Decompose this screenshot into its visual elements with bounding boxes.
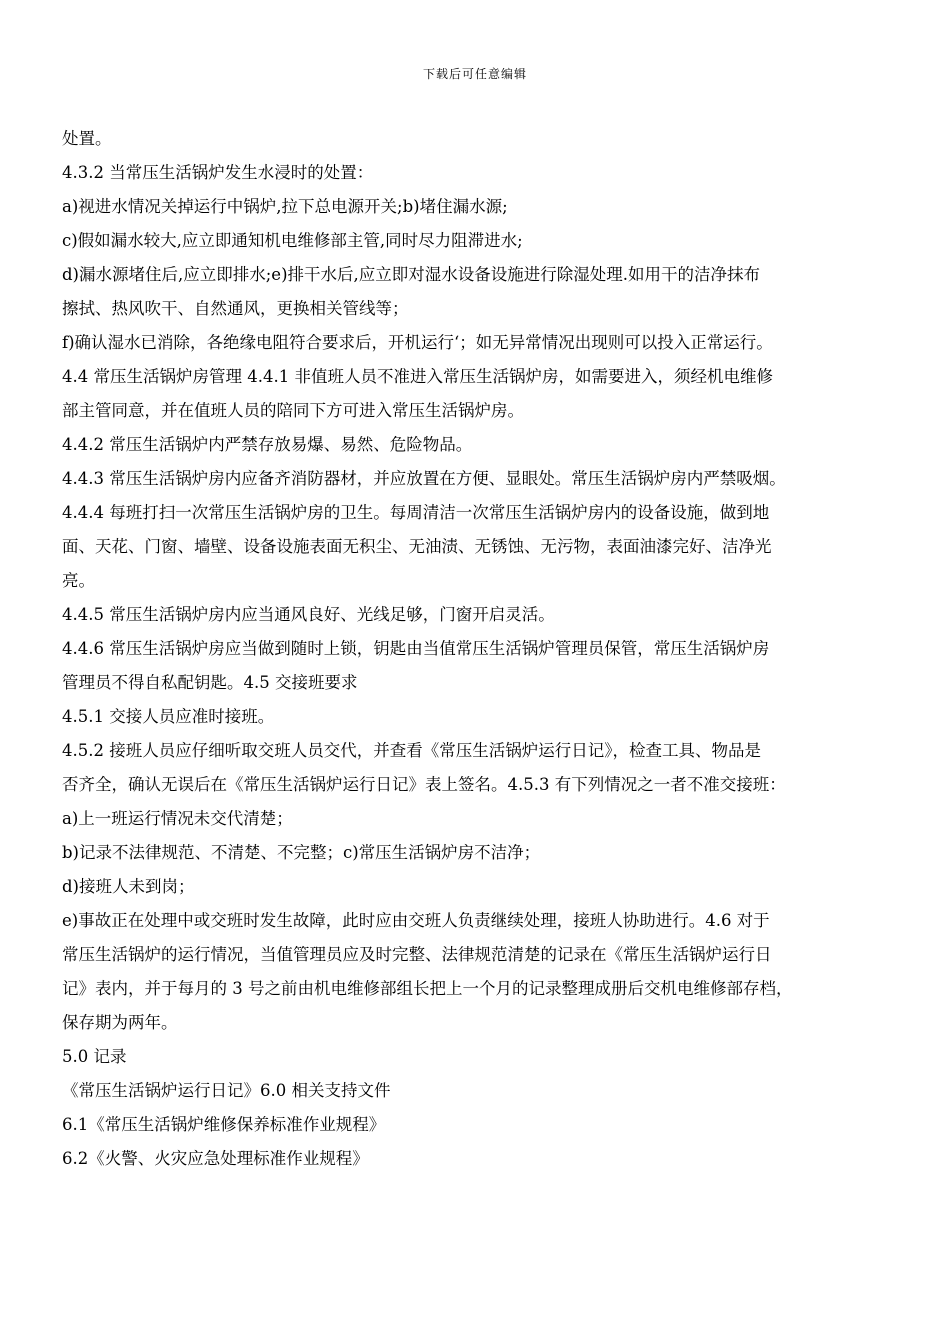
text-line: 管理员不得自私配钥匙。4.5 交接班要求 (62, 673, 358, 692)
page-header: 下载后可任意编辑 (422, 67, 527, 81)
text-line: a)视进水情况关掉运行中锅炉,拉下总电源开关;b)堵住漏水源; (62, 197, 508, 216)
text-line: b)记录不法律规范、不清楚、不完整；c)常压生活锅炉房不洁净； (62, 843, 541, 862)
text-line: 常压生活锅炉的运行情况，当值管理员应及时完整、法律规范清楚的记录在《常压生活锅炉运行日 (62, 945, 772, 964)
text-line: d)漏水源堵住后,应立即排水;e)排干水后,应立即对湿水设备设施进行除湿处理.如用干的洁净抹布 (62, 265, 760, 284)
text-line: 4.4 常压生活锅炉房管理 4.4.1 非值班人员不准进入常压生活锅炉房，如需要进入，须经机电维修 (62, 367, 773, 386)
text-line: 6.1《常压生活锅炉维修保养标准作业规程》 (62, 1115, 386, 1134)
text-line: 记》表内，并于每月的 3 号之前由机电维修部组长把上一个月的记录整理成册后交机电维修部存档， (62, 979, 793, 998)
text-line: 亮。 (62, 571, 95, 590)
text-line: c)假如漏水较大,应立即通知机电维修部主管,同时尽力阻滞进水; (62, 231, 523, 250)
text-line: a)上一班运行情况未交代清楚； (62, 809, 293, 828)
text-line: d)接班人未到岗； (62, 877, 195, 896)
text-line: 4.4.4 每班打扫一次常压生活锅炉房的卫生。每周清洁一次常压生活锅炉房内的设备设施，做到地 (62, 503, 770, 522)
text-line: 4.4.6 常压生活锅炉房应当做到随时上锁，钥匙由当值常压生活锅炉管理员保管，常压生活锅炉房 (62, 639, 770, 658)
text-line: 《常压生活锅炉运行日记》6.0 相关支持文件 (62, 1081, 391, 1100)
document-body (62, 122, 898, 1176)
text-line: 5.0 记录 (62, 1047, 127, 1066)
text-line: 4.5.1 交接人员应准时接班。 (62, 707, 275, 726)
text-line: e)事故正在处理中或交班时发生故障，此时应由交班人负责继续处理，接班人协助进行。4.6 对于 (62, 911, 770, 930)
text-line: 擦拭、热风吹干、自然通风，更换相关管线等； (62, 299, 409, 318)
text-line: 6.2《火警、火灾应急处理标准作业规程》 (62, 1149, 369, 1168)
text-line: 保存期为两年。 (62, 1013, 178, 1032)
text-line: 4.4.2 常压生活锅炉内严禁存放易爆、易然、危险物品。 (62, 435, 473, 454)
text-line: 4.4.5 常压生活锅炉房内应当通风良好、光线足够，门窗开启灵活。 (62, 605, 555, 624)
text-line: 4.4.3 常压生活锅炉房内应备齐消防器材，并应放置在方便、显眼处。常压生活锅炉房内严禁吸烟。 (62, 469, 786, 488)
text-line: 4.3.2 当常压生活锅炉发生水浸时的处置： (62, 163, 374, 182)
text-line: 面、天花、门窗、墙壁、设备设施表面无积尘、无油渍、无锈蚀、无污物，表面油漆完好、洁净光 (62, 537, 772, 556)
text-line: 部主管同意，并在值班人员的陪同下方可进入常压生活锅炉房。 (62, 401, 524, 420)
text-line: f)确认湿水已消除，各绝缘电阻符合要求后，开机运行‘；如无异常情况出现则可以投入正常运行。 (62, 333, 773, 352)
text-line: 4.5.2 接班人员应仔细听取交班人员交代，并查看《常压生活锅炉运行日记》，检查工具、物品是 (62, 741, 761, 760)
text-line: 否齐全，确认无误后在《常压生活锅炉运行日记》表上签名。4.5.3 有下列情况之一者不准交接班： (62, 775, 786, 794)
text-line: 处置。 (62, 129, 112, 148)
